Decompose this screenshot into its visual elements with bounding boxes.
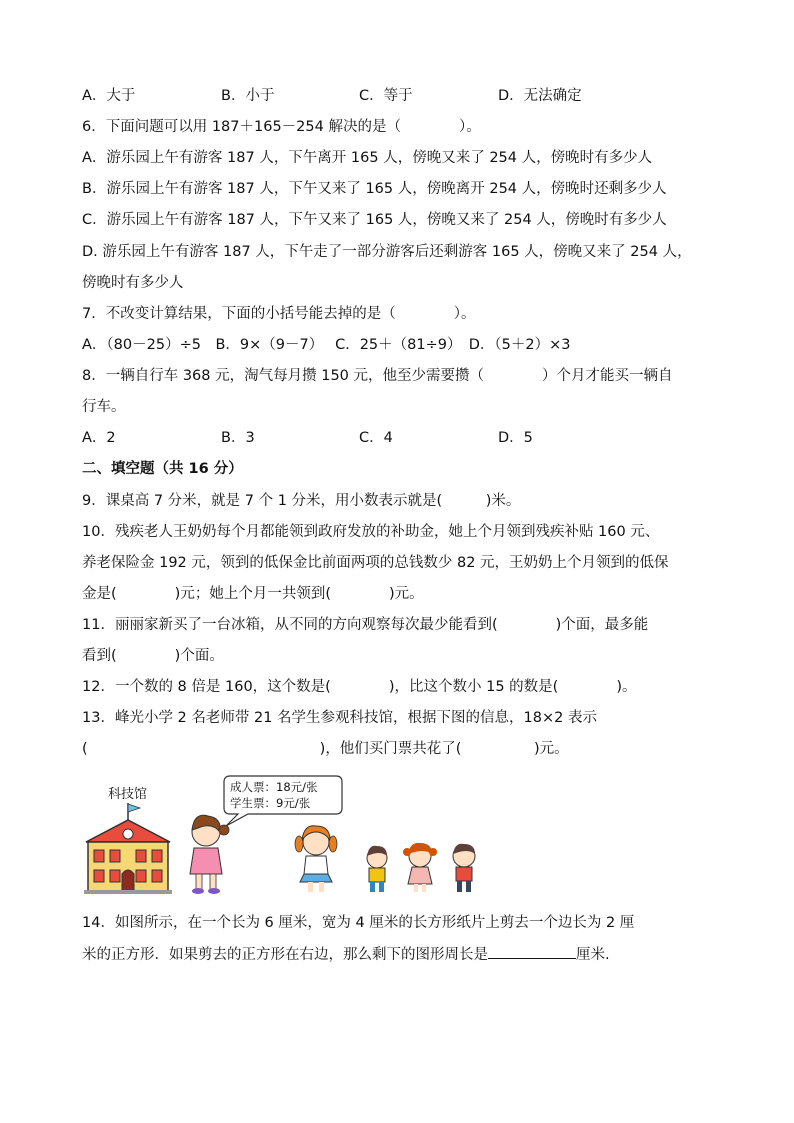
q6-option-b: B．游乐园上午有游客 187 人，下午又来了 165 人，傍晚离开 254 人，傍晚时还剩多少人 [82,181,667,197]
q12: 12．一个数的 8 倍是 160，这个数是( )，比这个数小 15 的数是( )。 [82,679,637,695]
adult-ticket-price: 成人票：18元/张 [230,780,318,794]
q14-answer-blank[interactable] [488,944,576,959]
q7-options: A．（80－25）÷5 B．9×（9－7） C．25＋（81÷9） D．（5＋2）×3 [82,337,571,353]
q14-line2 [82,944,610,965]
ticket-illustration [80,770,500,896]
q5-option-a: A．大于 [82,88,136,104]
museum-building-icon [84,803,172,894]
q13-line2: ( )，他们买门票共花了( )元。 [82,741,569,757]
q13-line1: 13．峰光小学 2 名老师带 21 名学生参观科技馆，根据下图的信息，18×2 表示 [82,710,597,726]
girl-speaking-icon [190,815,229,894]
q7-stem: 7．不改变计算结果，下面的小括号能去掉的是（ ）。 [82,306,476,322]
q11-line1: 11．丽丽家新买了一台冰箱，从不同的方向观察每次最少能看到( )个面，最多能 [82,617,649,633]
q14-line2-unit: 厘米. [576,947,610,963]
q6-option-d: D. 游乐园上午有游客 187 人，下午走了一部分游客后还剩游客 165 人，傍晚又来了 254 人， [82,244,692,260]
q5-option-d: D．无法确定 [498,88,582,104]
q11-line2: 看到( )个面。 [82,648,224,664]
q6-option-d-cont: 傍晚时有多少人 [82,275,184,291]
q8-option-c: C．4 [359,430,393,446]
student-boy-icon [367,846,387,892]
q8-stem-line1: 8．一辆自行车 368 元，淘气每月攒 150 元，他至少需要攒（ ）个月才能买一辆自 [82,368,673,384]
q14-line2-text: 米的正方形．如果剪去的正方形在右边，那么剩下的图形周长是 [82,947,488,963]
q6-stem: 6．下面问题可以用 187＋165－254 解决的是（ ）。 [82,119,481,135]
q8-option-b: B．3 [221,430,255,446]
q6-option-c: C．游乐园上午有游客 187 人，下午又来了 165 人，傍晚又来了 254 人，傍晚时有多少人 [82,212,667,228]
q10-line3: 金是( )元；她上个月一共领到( )元。 [82,586,424,602]
q8-option-a: A．2 [82,430,116,446]
q8-stem-line2: 行车。 [82,399,126,415]
building-label: 科技馆 [108,787,148,802]
student-ticket-price: 学生票：9元/张 [230,796,311,810]
q8-option-d: D．5 [498,430,533,446]
q10-line1: 10．残疾老人王奶奶每个月都能领到政府发放的补助金，她上个月领到残疾补贴 160 元、 [82,524,660,540]
student-girl-small-icon [403,843,437,892]
q6-option-a: A．游乐园上午有游客 187 人，下午离开 165 人，傍晚又来了 254 人，傍晚时有多少人 [82,150,653,166]
q14-line1: 14．如图所示，在一个长为 6 厘米，宽为 4 厘米的长方形纸片上剪去一个边长为 2 厘 [82,915,635,931]
q5-option-b: B．小于 [221,88,275,104]
q9: 9．课桌高 7 分米，就是 7 个 1 分米，用小数表示就是( )米。 [82,493,521,509]
q10-line2: 养老保险金 192 元，领到的低保金比前面两项的总钱数少 82 元，王奶奶上个月领到的低保 [82,555,669,571]
q5-option-c: C．等于 [359,88,413,104]
student-girl-icon [295,826,337,892]
student-boy-running-icon [453,844,475,892]
price-speech-bubble [224,776,342,826]
section-title: 二、填空题（共 16 分） [82,461,243,477]
